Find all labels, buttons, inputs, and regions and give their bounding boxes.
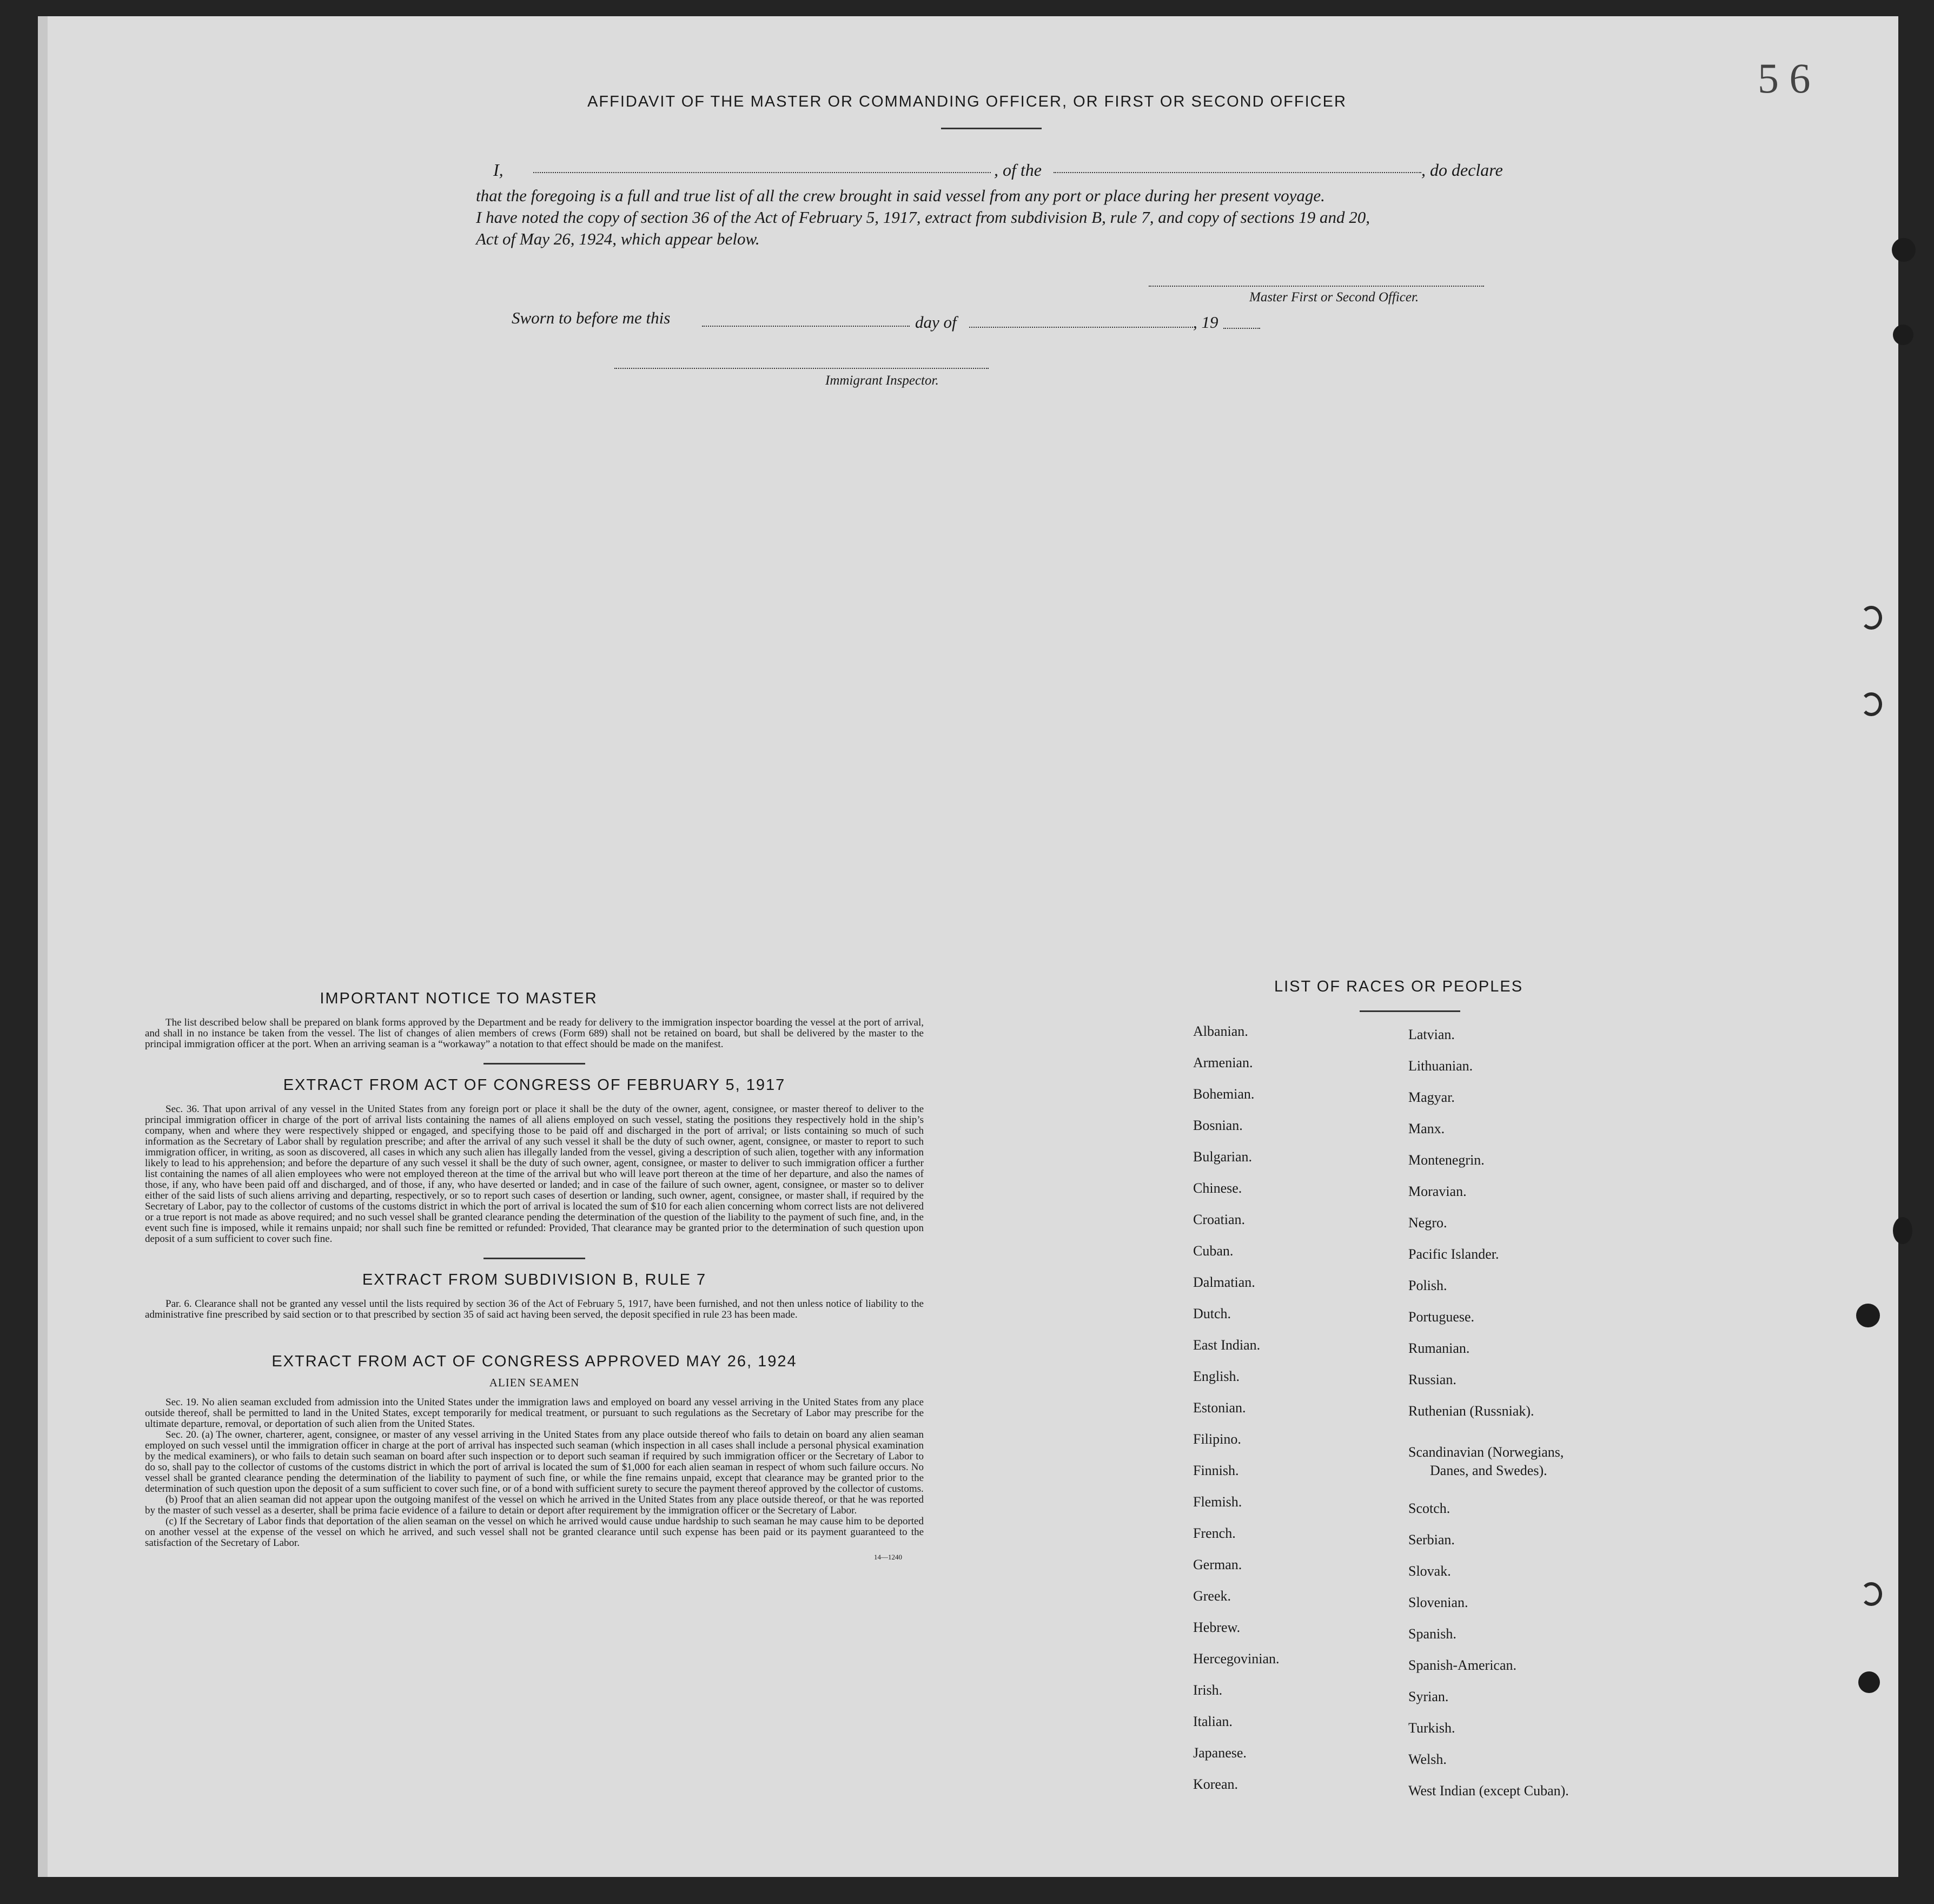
race-item: Rumanian.	[1408, 1340, 1470, 1356]
race-item: Spanish.	[1408, 1626, 1456, 1642]
extract-1924-subtitle: ALIEN SEAMEN	[489, 1376, 580, 1389]
race-item: Estonian.	[1193, 1400, 1246, 1416]
year-blank[interactable]	[1223, 328, 1260, 329]
binder-hole	[1892, 238, 1916, 262]
race-item: Bulgarian.	[1193, 1149, 1253, 1165]
master-signature-label: Master First or Second Officer.	[1249, 290, 1419, 305]
notice-text: The list described below shall be prepared on blank forms approved by the Department and be ready for delivery to the immigration inspector boarding the vessel at the port of arrival, and shall in no instance be taken from the vessel. The list of changes of alien members of crews (Form 689) shall not be retained on board, but shall be delivered by the master to the principal immigration officer at the port. When an arriving seaman is a “workaway” a notation to that effect should be made on the manifest.	[145, 1017, 924, 1050]
binder-hole	[1860, 606, 1882, 630]
race-item: Bohemian.	[1193, 1086, 1255, 1102]
race-item: Scandinavian (Norwegians,	[1408, 1444, 1564, 1460]
race-item: Japanese.	[1193, 1745, 1247, 1761]
race-item: Irish.	[1193, 1682, 1223, 1698]
race-item: French.	[1193, 1525, 1236, 1541]
race-item: Greek.	[1193, 1588, 1231, 1604]
affidavit-i: I,	[493, 160, 504, 180]
form-code: 14—1240	[874, 1553, 902, 1561]
sec-20b-text: (b) Proof that an alien seaman did not appear upon the outgoing manifest of the vessel on which he arrived in the United States from any place outside thereof, or that he was reported by the master of such vessel as a deserter, shall be prima facie evidence of a failure to detain or deport after requirement by the immigration officer or the Secretary of Labor.	[145, 1494, 924, 1516]
affidavit-line-3: I have noted the copy of section 36 of the Act of February 5, 1917, extract from subdivision B, rule 7, and copy of sections 19 and 20,	[476, 208, 1370, 227]
affidavit-body	[476, 185, 1504, 250]
affidavit-line-2: that the foregoing is a full and true list of all the crew brought in said vessel from any port or place during her present voyage.	[476, 186, 1325, 205]
race-item: Magyar.	[1408, 1089, 1455, 1105]
race-item: Flemish.	[1193, 1494, 1242, 1510]
binder-hole	[1860, 1582, 1882, 1606]
race-item: Cuban.	[1193, 1243, 1234, 1259]
race-item: Lithuanian.	[1408, 1058, 1473, 1074]
race-item: Portuguese.	[1408, 1309, 1475, 1325]
races-title: LIST OF RACES OR PEOPLES	[1274, 978, 1524, 995]
inspector-signature-line[interactable]	[614, 368, 989, 369]
document-page	[38, 16, 1898, 1877]
race-item: Pacific Islander.	[1408, 1246, 1499, 1262]
race-item: English.	[1193, 1368, 1240, 1384]
divider	[941, 128, 1042, 129]
race-item: Chinese.	[1193, 1180, 1242, 1196]
extract-1924-title: EXTRACT FROM ACT OF CONGRESS APPROVED MAY 26, 1924	[271, 1353, 797, 1370]
race-item: Slovak.	[1408, 1563, 1451, 1579]
master-signature-line[interactable]	[1149, 286, 1484, 287]
affidavit-declare: , do declare	[1421, 160, 1503, 180]
vessel-blank[interactable]	[1054, 172, 1421, 173]
race-item: Italian.	[1193, 1714, 1233, 1729]
affidavit-line-4: Act of May 26, 1924, which appear below.	[476, 229, 760, 248]
race-item: Moravian.	[1408, 1184, 1467, 1199]
race-item: Albanian.	[1193, 1023, 1248, 1039]
race-item: Filipino.	[1193, 1431, 1241, 1447]
race-item: Ruthenian (Russniak).	[1408, 1403, 1534, 1419]
binder-hole	[1893, 325, 1913, 345]
race-item: Korean.	[1193, 1776, 1238, 1792]
binder-hole	[1893, 1217, 1912, 1244]
race-item: Negro.	[1408, 1215, 1447, 1231]
race-item: Spanish-American.	[1408, 1657, 1517, 1673]
inspector-signature-label: Immigrant Inspector.	[825, 373, 939, 388]
race-item: Scotch.	[1408, 1500, 1450, 1516]
sec-19-text: Sec. 19. No alien seaman excluded from admission into the United States under the immigration laws and employed on board any vessel arriving in the United States from any place outside thereof, shall be permitted to land in the United States, except temporarily for medical treatment, or pursuant to such regulations as the Secretary of Labor may prescribe for the ultimate departure, removal, or deportation of such alien from the United States.	[145, 1397, 924, 1430]
name-blank[interactable]	[533, 172, 991, 173]
race-item: German.	[1193, 1557, 1242, 1572]
race-item: Montenegrin.	[1408, 1152, 1485, 1168]
race-item: Manx.	[1408, 1121, 1445, 1136]
day-of-label: day of	[915, 313, 957, 332]
race-item: Syrian.	[1408, 1689, 1449, 1704]
sworn-label: Sworn to before me this	[512, 308, 671, 327]
race-item: Bosnian.	[1193, 1118, 1243, 1133]
affidavit-of-the: , of the	[994, 160, 1042, 180]
rule7-title: EXTRACT FROM SUBDIVISION B, RULE 7	[362, 1271, 707, 1288]
divider	[1360, 1010, 1460, 1012]
notice-title: IMPORTANT NOTICE TO MASTER	[320, 990, 598, 1007]
page-edge	[38, 16, 48, 1877]
rule7-text: Par. 6. Clearance shall not be granted any vessel until the lists required by section 36 of the Act of February 5, 1917, have been furnished, and not then unless notice of liability to the administrative fine prescribed by said section or to that prescribed by section 35 of said act having been served, the deposit specified in rule 23 has been made.	[145, 1298, 924, 1320]
race-item: Welsh.	[1408, 1751, 1447, 1767]
left-column	[145, 990, 924, 1562]
year-label: , 19	[1193, 313, 1218, 332]
race-item: Latvian.	[1408, 1027, 1455, 1042]
race-item: Dalmatian.	[1193, 1274, 1255, 1290]
race-item: West Indian (except Cuban).	[1408, 1783, 1569, 1799]
page-number: 5 6	[1758, 55, 1811, 102]
race-item: Croatian.	[1193, 1212, 1246, 1227]
day-blank[interactable]	[702, 326, 910, 327]
extract-1917-title: EXTRACT FROM ACT OF CONGRESS OF FEBRUARY 5, 1917	[283, 1076, 786, 1094]
sec-20a-text: Sec. 20. (a) The owner, charterer, agent, consignee, or master of any vessel arriving in the United States from any place outside thereof who fails to detain on board any alien seaman employed on such vessel until the immigration officer in charge at the port of arrival has inspected such seaman (which inspection in all cases shall include a personal physical examination by the medical examiners), or who fails to detain such seaman on board after such inspection or to deport such seaman if required by such immigration officer or the Secretary of Labor to do so, shall pay to the collector of customs of the customs district in which the port of arrival is located the sum of $1,000 for each alien seaman in respect of whom such failure occurs. No vessel shall be granted clearance pending the determination of the liability to payment of such fine, or while the fine remains unpaid, except that clearance may be granted prior to the determination of such question upon the deposit of a sum sufficient to cover such fine, or of a bond with sufficient surety to secure the payment thereof approved by the collector of customs.	[145, 1429, 924, 1495]
race-item: Hercegovinian.	[1193, 1651, 1280, 1667]
divider	[483, 1063, 585, 1065]
race-item: East Indian.	[1193, 1337, 1261, 1353]
binder-hole	[1860, 692, 1882, 716]
sec-20c-text: (c) If the Secretary of Labor finds that deportation of the alien seaman on the vessel on which he arrived would cause undue hardship to such seaman he may cause him to be deported on another vessel at the expense of the vessel on which he arrived, and such vessel shall not be granted clearance until such expense has been paid or its payment guaranteed to the satisfaction of the Secretary of Labor.	[145, 1516, 924, 1549]
binder-hole	[1856, 1304, 1880, 1327]
month-blank[interactable]	[969, 327, 1195, 328]
race-item: Finnish.	[1193, 1463, 1239, 1478]
race-item: Armenian.	[1193, 1055, 1253, 1070]
race-item: Hebrew.	[1193, 1619, 1241, 1635]
race-item: Dutch.	[1193, 1306, 1231, 1321]
race-item: Polish.	[1408, 1278, 1447, 1293]
affidavit-title: AFFIDAVIT OF THE MASTER OR COMMANDING OFFICER, OR FIRST OR SECOND OFFICER	[587, 93, 1347, 110]
race-item: Russian.	[1408, 1372, 1456, 1387]
race-item: Serbian.	[1408, 1532, 1455, 1548]
race-item: Turkish.	[1408, 1720, 1455, 1736]
divider	[483, 1258, 585, 1259]
race-item: Danes, and Swedes).	[1430, 1463, 1547, 1478]
race-item: Slovenian.	[1408, 1595, 1468, 1610]
extract-1917-text: Sec. 36. That upon arrival of any vessel in the United States from any foreign port or place it shall be the duty of the owner, agent, consignee, or master thereof to deliver to the principal immigration officer in charge of the port of arrival lists containing the names of all aliens employed on such vessel, stating the positions they respectively hold in the ship’s company, when and where they were respectively shipped or engaged, and specifying those to be paid off and discharged in the port of arrival; or lists containing so much of such information as the Secretary of Labor shall by regulation prescribe; and after the arrival of any such vessel it shall be the duty of such owner, agent, consignee, or master to report to such immigration officer, in writing, as soon as discovered, all cases in which any such alien has illegally landed from the vessel, giving a description of such alien, together with any information likely to lead to his apprehension; and before the departure of any such vessel it shall be the duty of such owner, agent, consignee, or master to deliver to such immigration officer a further list containing the names of all alien employees who were not employed thereon at the time of the arrival but who will leave port thereon at the time of her departure, and also the names of those, if any, who have been paid off and discharged, and of those, if any, who have deserted or landed; and in case of the failure of such owner, agent, consignee, or master so to deliver either of the said lists of such aliens arriving and departing, respectively, or so to report such cases of desertion or landing, such owner, agent, consignee, or master shall, if required by the Secretary of Labor, pay to the collector of customs of the customs district in which the port of arrival is located the sum of $10 for each alien concerning whom correct lists are not delivered or a true report is not made as above required; and no such vessel shall be granted clearance pending the determination of the question of the liability to the payment of such fine, and, in the event such fine is imposed, while it remains unpaid; nor shall such fine be remitted or refunded: Provided, That clearance may be granted prior to the determination of such question upon deposit of a sum sufficient to cover such fine.	[145, 1103, 924, 1245]
binder-hole	[1858, 1671, 1880, 1693]
